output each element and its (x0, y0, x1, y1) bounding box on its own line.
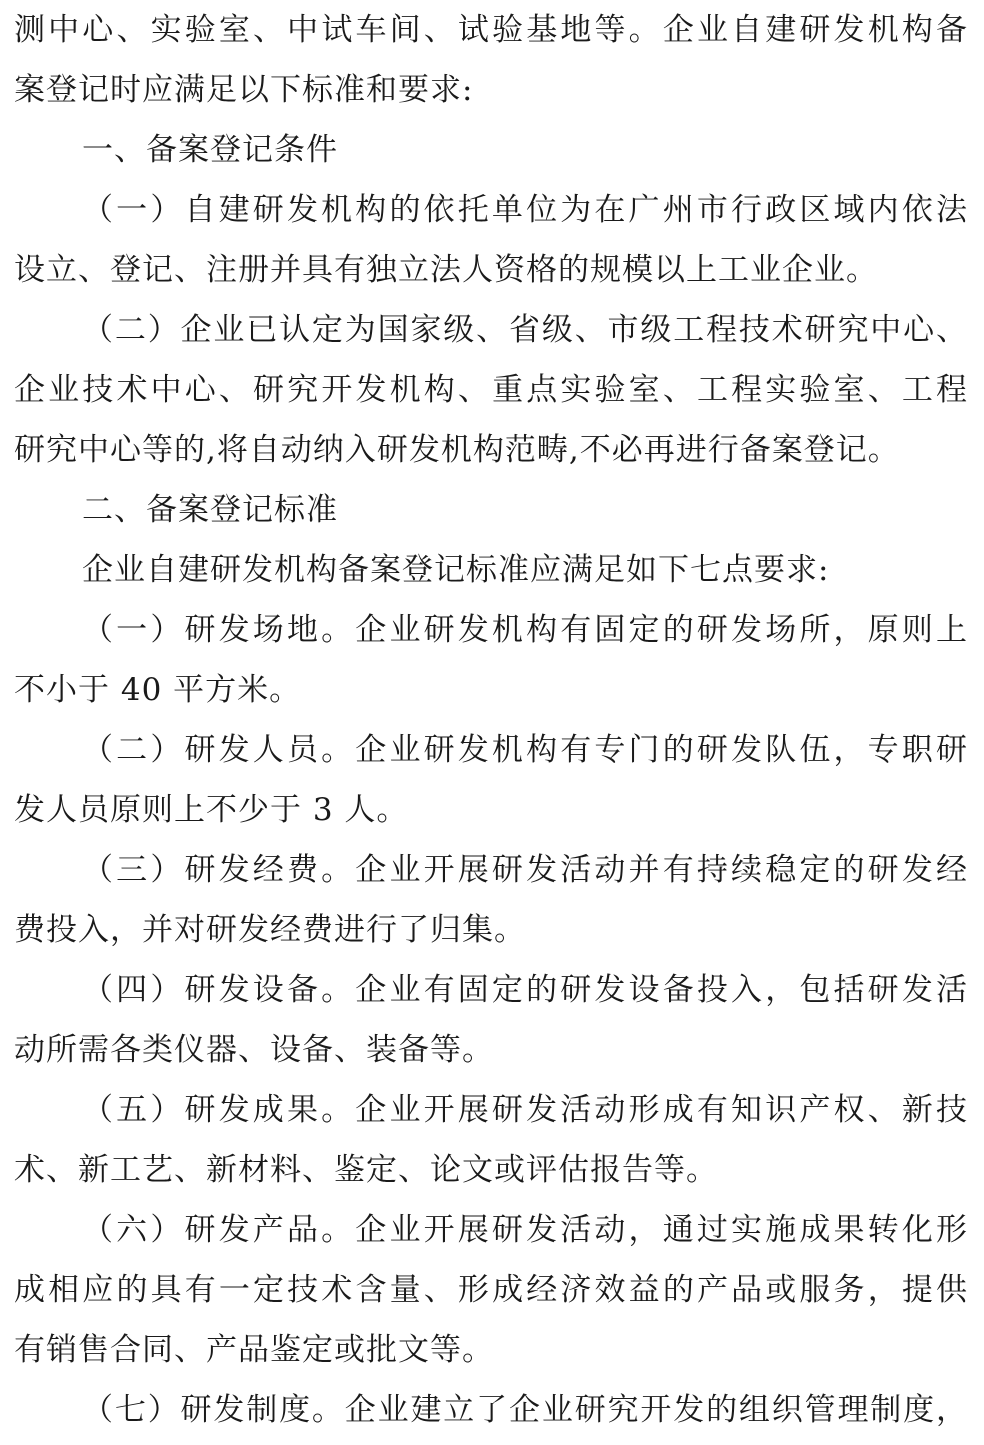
text-line: 案登记时应满足以下标准和要求: (14, 72, 474, 108)
text-line: 设立、登记、注册并具有独立法人资格的规模以上工业企业。 (14, 252, 878, 288)
text-line: （四）研发设备。企业有固定的研发设备投入，包括研发活 (82, 972, 968, 1008)
text-line: （七）研发制度。企业建立了企业研究开发的组织管理制度， (82, 1392, 968, 1428)
text-line: 成相应的具有一定技术含量、形成经济效益的产品或服务，提供 (14, 1272, 968, 1308)
text-line: （三）研发经费。企业开展研发活动并有持续稳定的研发经 (82, 852, 968, 888)
document-body (14, 0, 968, 1440)
text-line: （二）研发人员。企业研发机构有专门的研发队伍，专职研 (82, 732, 968, 768)
text-line: 企业技术中心、研究开发机构、重点实验室、工程实验室、工程 (14, 372, 968, 408)
text-line: 术、新工艺、新材料、鉴定、论文或评估报告等。 (14, 1152, 718, 1188)
text-line: 费投入，并对研发经费进行了归集。 (14, 912, 526, 948)
text-line: （一）研发场地。企业研发机构有固定的研发场所，原则上 (82, 612, 968, 648)
text-line: 发人员原则上不少于 3 人。 (14, 792, 409, 828)
text-line: （二）企业已认定为国家级、省级、市级工程技术研究中心、 (82, 312, 968, 348)
text-line: 不小于 40 平方米。 (14, 672, 302, 708)
text-line: 一、备案登记条件 (82, 132, 338, 168)
text-line: 动所需各类仪器、设备、装备等。 (14, 1032, 494, 1068)
text-line: 企业自建研发机构备案登记标准应满足如下七点要求: (82, 552, 830, 588)
text-line: 二、备案登记标准 (82, 492, 338, 528)
text-line: （五）研发成果。企业开展研发活动形成有知识产权、新技 (82, 1092, 968, 1128)
text-line: 研究中心等的,将自动纳入研发机构范畴,不必再进行备案登记。 (14, 432, 900, 468)
text-line: 有销售合同、产品鉴定或批文等。 (14, 1332, 494, 1368)
text-line: 测中心、实验室、中试车间、试验基地等。企业自建研发机构备 (14, 12, 968, 48)
text-line: （一）自建研发机构的依托单位为在广州市行政区域内依法 (82, 192, 968, 228)
text-line: （六）研发产品。企业开展研发活动，通过实施成果转化形 (82, 1212, 968, 1248)
document-page (14, 0, 968, 1445)
